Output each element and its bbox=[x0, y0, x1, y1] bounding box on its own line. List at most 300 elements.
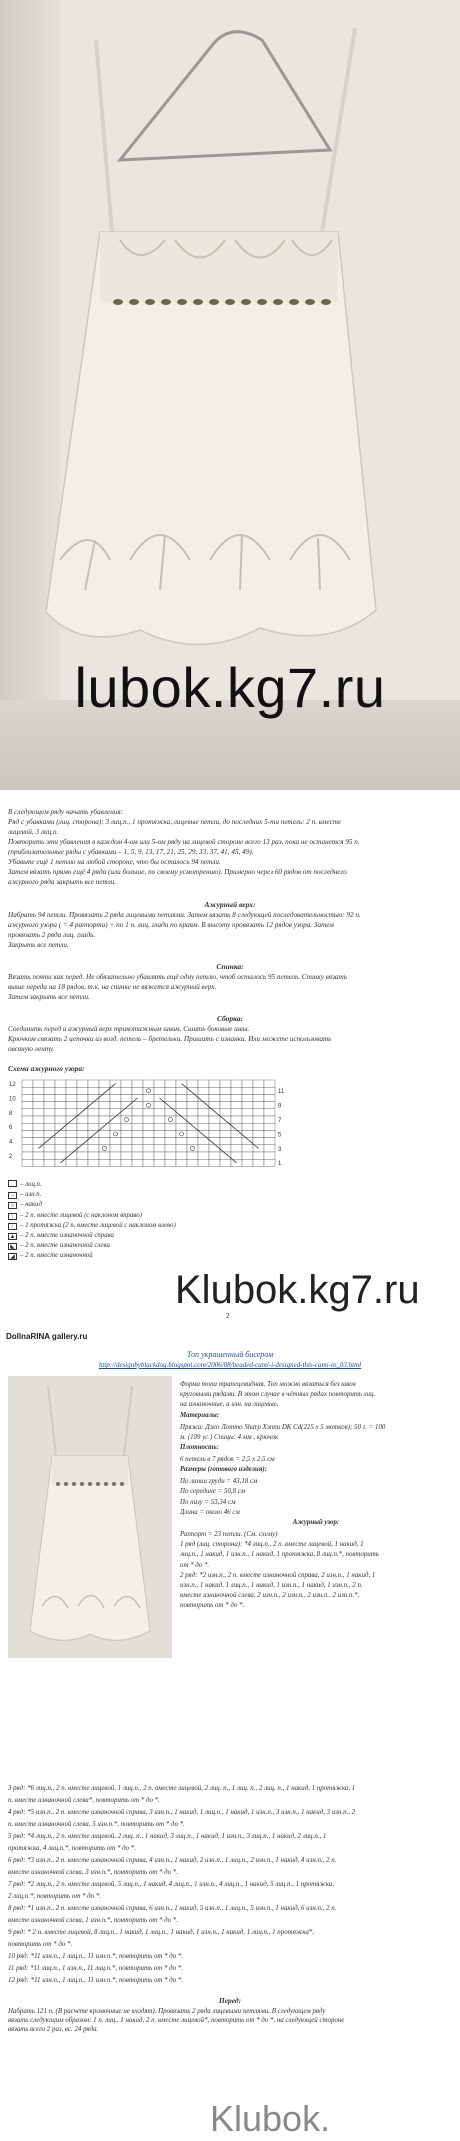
chart-cell bbox=[22, 1102, 33, 1109]
pattern-row-line: повторить от * до *. bbox=[8, 1941, 73, 1948]
pattern-row-line: 3 ряд: *6 лиц.п., 2 п. вместе лицевой, 1 лиц.п., 2 п. вместе лицевой, 2 лиц. п., 1 лиц. п., 2 лиц. п., 1 накид, 1 протяжка, 1 bbox=[8, 1785, 356, 1792]
chart-cell bbox=[121, 1087, 132, 1094]
chart-cell bbox=[242, 1152, 253, 1159]
materials-line: Материалы: bbox=[180, 1411, 220, 1419]
chart-cell bbox=[220, 1087, 231, 1094]
assembly-line: Соединить перед и ажурный верх трикотажным швом. Сшить боковые швы. bbox=[8, 1025, 250, 1033]
legend-symbol: / bbox=[8, 1223, 17, 1230]
pattern-line: лицевой, 3 лиц.п. bbox=[8, 828, 59, 836]
materials-line: вместе изнаночной слева, 2 изн.п., 2 изн.п., 2 изн.п., 2 изн.п.*, bbox=[180, 1592, 360, 1600]
chart-cell bbox=[44, 1094, 55, 1101]
back-line: Вязать почти как перед. Не обязательно убавлять ещё одну петлю, чтоб осталось 95 петель. Спинку вязать bbox=[8, 973, 347, 981]
chart-cell bbox=[110, 1094, 121, 1101]
chart-cell bbox=[22, 1152, 33, 1159]
chart-cell bbox=[77, 1087, 88, 1094]
watermark-mid: Klubok.kg7.ru bbox=[175, 1268, 420, 1312]
yoke-line: ажурного узора ( = 4 раппорта) + по 1 п. лиц. глади по краям. В высоту провязать 12 рядов узора. Затем bbox=[8, 921, 334, 929]
chart-cell bbox=[176, 1159, 187, 1166]
chart-cell bbox=[165, 1109, 176, 1116]
chart-cell bbox=[77, 1094, 88, 1101]
yoke-line: Набрать 94 петли. Провязать 2 ряда лицевыми петлями. Затем вязать 8 следующей последовательностью: 92 п. bbox=[8, 911, 361, 919]
chart-cell bbox=[187, 1138, 198, 1145]
chart-cell bbox=[220, 1130, 231, 1137]
pattern-row-line: вместе изнаночной слева, 3 изн.п.*, повторить от * до *. bbox=[8, 1869, 178, 1876]
chart-cell bbox=[143, 1145, 154, 1152]
chart-cell bbox=[99, 1080, 110, 1087]
chart-cell bbox=[253, 1152, 264, 1159]
chart-cell bbox=[253, 1080, 264, 1087]
pattern-row-line: 2 лиц.п.*, повторить от * до *. bbox=[8, 1893, 102, 1900]
chart-cell bbox=[242, 1123, 253, 1130]
materials-line: 1 ряд (лиц. сторона): *4 лиц.п., 2 п. вместе лицевой, 1 накид, 1 bbox=[180, 1541, 364, 1549]
chart-cell bbox=[264, 1130, 275, 1137]
chart-cell bbox=[165, 1094, 176, 1101]
chart-cell bbox=[209, 1080, 220, 1087]
chart-cell bbox=[88, 1094, 99, 1101]
chart-cell bbox=[264, 1102, 275, 1109]
chart-cell bbox=[231, 1145, 242, 1152]
pattern-line: Повторить эти убавления в каждом 4-ом или 5-ом ряду на лицевой стороне всего 13 раз, пока не останется 95 п. bbox=[8, 838, 360, 846]
front-line: вязать всего 2 раз, вс. 24 ряда. bbox=[8, 2026, 99, 2033]
legend-item bbox=[8, 1200, 176, 1210]
chart-cell bbox=[187, 1130, 198, 1137]
pattern-row-line: 12 ряд: *11 изн.п., 1 лиц.п., 11 изн.п.*, повторить от * до *. bbox=[8, 1977, 184, 1984]
chart-cell bbox=[143, 1152, 154, 1159]
chart-cell bbox=[88, 1152, 99, 1159]
chart-cell bbox=[209, 1087, 220, 1094]
chart-cell bbox=[99, 1138, 110, 1145]
chart-cell bbox=[143, 1109, 154, 1116]
chart-cell bbox=[198, 1159, 209, 1166]
chart-cell bbox=[264, 1109, 275, 1116]
chart-cell bbox=[264, 1080, 275, 1087]
materials-line: м. (109 ус.) Спицы: 4 мм , крючок bbox=[180, 1433, 279, 1441]
chart-cell bbox=[242, 1080, 253, 1087]
chart-cell bbox=[22, 1138, 33, 1145]
chart-cell bbox=[220, 1138, 231, 1145]
chart-row-label-right: 11 bbox=[278, 1089, 285, 1096]
chart-cell bbox=[143, 1116, 154, 1123]
front-heading: Перед: bbox=[218, 1996, 242, 2005]
chart-cell bbox=[220, 1080, 231, 1087]
chart-cell bbox=[132, 1123, 143, 1130]
chart-cell bbox=[66, 1102, 77, 1109]
chart-cell bbox=[44, 1080, 55, 1087]
chart-cell bbox=[264, 1094, 275, 1101]
chart-cell bbox=[44, 1109, 55, 1116]
legend-symbol bbox=[8, 1180, 17, 1187]
legend-symbol: ◣ bbox=[8, 1243, 17, 1250]
chart-cell bbox=[253, 1094, 264, 1101]
chart-cell bbox=[22, 1087, 33, 1094]
chart-cell bbox=[264, 1116, 275, 1123]
chart-cell bbox=[242, 1094, 253, 1101]
chart-cell bbox=[264, 1159, 275, 1166]
legend-text: – 2 п. вместе лицевой (с наклоном вправо) bbox=[20, 1211, 142, 1219]
chart-cell bbox=[165, 1087, 176, 1094]
chart-cell bbox=[110, 1087, 121, 1094]
chart-cell bbox=[176, 1152, 187, 1159]
chart-cell bbox=[176, 1080, 187, 1087]
chart-row-label-left: 2 bbox=[9, 1154, 13, 1160]
chart-cell bbox=[220, 1094, 231, 1101]
chart-cell bbox=[198, 1123, 209, 1130]
legend-symbol: \ bbox=[8, 1213, 17, 1220]
pattern-row-line: 9 ряд: * 2 п. вместе лицевой, 8 лиц.п., 1 накид, 1 лиц.п., 1 накид, 1 изн.п., 1 накид, 1 лиц.п., 1 протяжка*, bbox=[8, 1929, 314, 1936]
chart-cell bbox=[231, 1102, 242, 1109]
chart-cell bbox=[110, 1138, 121, 1145]
chart-cell bbox=[132, 1152, 143, 1159]
chart-cell bbox=[253, 1087, 264, 1094]
materials-line: Ажурный узор: bbox=[292, 1519, 340, 1526]
chart-cell bbox=[88, 1116, 99, 1123]
chart-cell bbox=[143, 1123, 154, 1130]
chart-cell bbox=[33, 1159, 44, 1166]
chart-cell bbox=[55, 1109, 66, 1116]
chart-cell bbox=[88, 1123, 99, 1130]
chart-cell bbox=[154, 1102, 165, 1109]
materials-line: По линии груди = 43,18 см bbox=[180, 1478, 258, 1486]
chart-cell bbox=[220, 1159, 231, 1166]
chart-cell bbox=[77, 1080, 88, 1087]
chart-cell bbox=[132, 1109, 143, 1116]
knitted-top-thumb bbox=[8, 1376, 172, 1658]
gallery-link[interactable]: http://designbyblackdog.blogspot.com/2006/08/beaded-cami-i-designed-this-cami-to_03.html bbox=[98, 1361, 362, 1369]
chart-cell bbox=[110, 1080, 121, 1087]
top-photo bbox=[0, 0, 460, 790]
chart-cell bbox=[242, 1130, 253, 1137]
legend-text: – лиц.п. bbox=[20, 1181, 42, 1188]
chart-cell bbox=[165, 1130, 176, 1137]
chart-cell bbox=[220, 1145, 231, 1152]
chart-title: Схема ажурного узора: bbox=[8, 1064, 85, 1073]
chart-cell bbox=[231, 1152, 242, 1159]
legend-text: – 1 протяжка (2 п. вместе лицевой с наклоном влево) bbox=[20, 1221, 176, 1229]
chart-cell bbox=[253, 1145, 264, 1152]
chart-cell bbox=[77, 1152, 88, 1159]
pattern-line: (приблизительные ряды с убавками – 1, 5, 9, 13, 17, 21, 25, 29, 33, 37, 41, 45, 49). bbox=[8, 848, 254, 856]
chart-cell bbox=[143, 1080, 154, 1087]
chart-cell bbox=[22, 1080, 33, 1087]
chart-cell bbox=[110, 1145, 121, 1152]
chart-cell bbox=[143, 1130, 154, 1137]
chart-cell bbox=[99, 1152, 110, 1159]
pattern-row-line: протяжка, 4 лиц.п.*, повторить от * до *. bbox=[8, 1845, 136, 1852]
second-photo bbox=[8, 1376, 172, 1658]
chart-cell bbox=[121, 1123, 132, 1130]
chart-cell bbox=[66, 1080, 77, 1087]
chart-cell bbox=[143, 1138, 154, 1145]
chart-cell bbox=[110, 1102, 121, 1109]
chart-cell bbox=[55, 1102, 66, 1109]
materials-line: По низу = 53,34 см bbox=[180, 1498, 236, 1506]
chart-cell bbox=[121, 1152, 132, 1159]
chart-cell bbox=[33, 1130, 44, 1137]
chart-cell bbox=[121, 1159, 132, 1166]
chart-cell bbox=[88, 1159, 99, 1166]
pattern-row-line: вместе изнаночной слева, 1 изн.п.*, повторить от * до *. bbox=[8, 1917, 178, 1924]
chart-cell bbox=[132, 1087, 143, 1094]
chart-cell bbox=[55, 1116, 66, 1123]
chart-cell bbox=[209, 1130, 220, 1137]
chart-cell bbox=[231, 1116, 242, 1123]
chart-cell bbox=[22, 1145, 33, 1152]
chart-row-label-left: 12 bbox=[9, 1082, 16, 1088]
legend-symbol: ◢ bbox=[8, 1253, 17, 1260]
chart-cell bbox=[209, 1159, 220, 1166]
chart-cell bbox=[198, 1094, 209, 1101]
chart-cell bbox=[44, 1123, 55, 1130]
front-line: Набрать 121 п. (В расчете кромочные не входят). Провязать 2 ряда лицевыми петлями. В следующем ряду bbox=[8, 2008, 326, 2015]
chart-cell bbox=[154, 1087, 165, 1094]
legend-text: – 2 п. вместе изнаночной bbox=[20, 1252, 93, 1260]
legend-item bbox=[8, 1221, 176, 1231]
chart-cell bbox=[33, 1138, 44, 1145]
legend-item bbox=[8, 1180, 176, 1190]
chart-cell bbox=[198, 1152, 209, 1159]
materials-line: 6 петель в 7 рядов = 2,5 x 2,5 см bbox=[180, 1456, 275, 1463]
chart-cell bbox=[242, 1145, 253, 1152]
chart-cell bbox=[88, 1145, 99, 1152]
chart-cell bbox=[132, 1159, 143, 1166]
chart-row-label-left: 8 bbox=[9, 1110, 13, 1117]
chart-cell bbox=[253, 1138, 264, 1145]
pattern-line: Ряд с убавками (лиц. сторона): 3 лиц.п., 1 протяжка, лицевые петли, до последних 5-ти петель: 2 п. вместе bbox=[8, 818, 342, 826]
legend-item bbox=[8, 1211, 176, 1221]
chart-cell bbox=[264, 1152, 275, 1159]
chart-cell bbox=[264, 1123, 275, 1130]
chart-cell bbox=[154, 1123, 165, 1130]
pattern-row-line: 7 ряд: *2 лиц.п., 2 п. вместе лицевой, 5 лиц.п., 1 накид, 4 лиц.п., 1 изн.п., 4 лиц.п., 1 накид, 5 лиц.п., 1 протяжка, bbox=[8, 1881, 334, 1888]
chart-row-label-right: 9 bbox=[278, 1103, 282, 1110]
legend-symbol: ▲ bbox=[9, 1234, 16, 1241]
back-line: выше переда на 18 рядов, т.к. на спинке не вяжется ажурный верх. bbox=[8, 983, 217, 991]
chart-cell bbox=[121, 1138, 132, 1145]
chart-cell bbox=[220, 1109, 231, 1116]
chart-cell bbox=[242, 1087, 253, 1094]
chart-cell bbox=[132, 1130, 143, 1137]
chart-cell bbox=[77, 1145, 88, 1152]
yoke-heading: Ажурный верх: bbox=[204, 900, 256, 909]
legend-text: – накид bbox=[20, 1201, 42, 1209]
lace-chart bbox=[8, 1076, 308, 1172]
pattern-line: Убавьте ещё 1 петлю на любой стороне, что бы осталось 94 петли. bbox=[8, 858, 221, 866]
chart-cell bbox=[198, 1087, 209, 1094]
chart-cell bbox=[110, 1152, 121, 1159]
chart-cell bbox=[77, 1123, 88, 1130]
chart-cell bbox=[33, 1094, 44, 1101]
pattern-row-line: 6 ряд: *3 изн.п., 2 п. вместе изнаночной справа, 4 изн.п., 1 накид, 2 изн.п., 1 лиц.п., 2 изн.п., 1 накид, 4 изн.п., 2 п. bbox=[8, 1857, 337, 1864]
chart-cell bbox=[154, 1130, 165, 1137]
chart-cell bbox=[55, 1138, 66, 1145]
chart-cell bbox=[187, 1145, 198, 1152]
chart-row-label-right: 1 bbox=[278, 1161, 282, 1168]
chart-cell bbox=[187, 1152, 198, 1159]
chart-cell bbox=[22, 1094, 33, 1101]
chart-cell bbox=[154, 1080, 165, 1087]
chart-cell bbox=[88, 1109, 99, 1116]
assembly-heading: Сборка: bbox=[216, 1014, 244, 1023]
chart-cell bbox=[99, 1094, 110, 1101]
materials-line: Раппорт = 23 петли. (См. схему) bbox=[180, 1531, 278, 1538]
legend-item bbox=[8, 1241, 176, 1251]
chart-cell bbox=[33, 1116, 44, 1123]
legend-text: – 2 п. вместе изнаночной справа bbox=[20, 1232, 114, 1240]
chart-cell bbox=[143, 1102, 154, 1109]
materials-line: от * до *. bbox=[180, 1561, 210, 1569]
chart-cell bbox=[143, 1087, 154, 1094]
chart-cell bbox=[253, 1130, 264, 1137]
legend-item bbox=[8, 1231, 176, 1241]
legend-text: – 2 п. вместе изнаночной слева bbox=[20, 1242, 110, 1250]
legend-text: – изн.п. bbox=[20, 1191, 42, 1199]
chart-cell bbox=[264, 1145, 275, 1152]
chart-cell bbox=[264, 1087, 275, 1094]
chart-cell bbox=[33, 1102, 44, 1109]
chart-cell bbox=[176, 1123, 187, 1130]
chart-cell bbox=[165, 1138, 176, 1145]
chart-cell bbox=[132, 1145, 143, 1152]
chart-cell bbox=[66, 1159, 77, 1166]
chart-cell bbox=[253, 1159, 264, 1166]
legend-item bbox=[8, 1190, 176, 1200]
materials-line: круговыми рядами. В этом случае в чётных рядах повторить лиц. bbox=[180, 1391, 376, 1399]
chart-cell bbox=[77, 1130, 88, 1137]
back-heading: Спинка: bbox=[216, 962, 244, 971]
chart-cell bbox=[44, 1116, 55, 1123]
chart-cell bbox=[176, 1094, 187, 1101]
chart-cell bbox=[198, 1109, 209, 1116]
chart-cell bbox=[209, 1145, 220, 1152]
chart-cell bbox=[110, 1130, 121, 1137]
chart-cell bbox=[66, 1130, 77, 1137]
chart-cell bbox=[44, 1130, 55, 1137]
chart-cell bbox=[66, 1087, 77, 1094]
chart-cell bbox=[154, 1152, 165, 1159]
chart-cell bbox=[132, 1102, 143, 1109]
chart-cell bbox=[176, 1102, 187, 1109]
materials-line: Плотность: bbox=[180, 1444, 219, 1451]
chart-cell bbox=[55, 1130, 66, 1137]
legend-symbol: ○ bbox=[8, 1202, 17, 1209]
chart-cell bbox=[264, 1138, 275, 1145]
chart-cell bbox=[121, 1116, 132, 1123]
chart-cell bbox=[44, 1145, 55, 1152]
chart-cell bbox=[165, 1080, 176, 1087]
knitted-top-illustration bbox=[0, 0, 460, 700]
chart-cell bbox=[165, 1116, 176, 1123]
chart-cell bbox=[209, 1116, 220, 1123]
chart-cell bbox=[187, 1094, 198, 1101]
yoke-line: Закрыть все петли. bbox=[8, 941, 69, 949]
chart-cell bbox=[231, 1087, 242, 1094]
chart-cell bbox=[176, 1130, 187, 1137]
chart-cell bbox=[209, 1152, 220, 1159]
chart-cell bbox=[154, 1159, 165, 1166]
chart-cell bbox=[110, 1159, 121, 1166]
chart-cell bbox=[55, 1152, 66, 1159]
chart-cell bbox=[242, 1109, 253, 1116]
chart-cell bbox=[143, 1094, 154, 1101]
chart-row-label-right: 5 bbox=[278, 1132, 282, 1139]
chart-cell bbox=[33, 1123, 44, 1130]
gallery-label: DollnaRINA gallery.ru bbox=[6, 1332, 88, 1341]
chart-cell bbox=[220, 1102, 231, 1109]
chart-cell bbox=[22, 1109, 33, 1116]
chart-cell bbox=[55, 1087, 66, 1094]
chart-cell bbox=[242, 1159, 253, 1166]
chart-cell bbox=[66, 1109, 77, 1116]
back-line: Затем закрыть все петли. bbox=[8, 993, 90, 1001]
materials-line: Длина = около 46 см bbox=[180, 1508, 240, 1516]
chart-cell bbox=[187, 1109, 198, 1116]
chart-cell bbox=[66, 1138, 77, 1145]
watermark-bottom: Klubok. bbox=[210, 2098, 331, 2139]
chart-cell bbox=[165, 1159, 176, 1166]
chart-cell bbox=[176, 1138, 187, 1145]
chart-cell bbox=[132, 1116, 143, 1123]
chart-cell bbox=[99, 1109, 110, 1116]
assembly-line: Крючком связать 2 цепочки из возд. петель – бретельки. Пришить с изнанки. Или можете использовать bbox=[8, 1035, 332, 1043]
chart-cell bbox=[55, 1145, 66, 1152]
chart-cell bbox=[187, 1080, 198, 1087]
pattern-row-line: 11 ряд: *11 лиц.п., 1 изн.п., 11 лиц.п.*, повторить от * до *. bbox=[8, 1965, 183, 1972]
chart-cell bbox=[231, 1130, 242, 1137]
chart-cell bbox=[154, 1116, 165, 1123]
chart-cell bbox=[242, 1116, 253, 1123]
chart-row-label-left: 10 bbox=[9, 1096, 16, 1103]
chart-cell bbox=[242, 1102, 253, 1109]
materials-line: лиц.п., 1 накид, 1 изн.п., 1 накид, 1 протяжка, 8 лиц.п.*, повторить bbox=[180, 1551, 379, 1559]
chart-cell bbox=[110, 1123, 121, 1130]
chart-cell bbox=[88, 1087, 99, 1094]
chart-cell bbox=[231, 1080, 242, 1087]
chart-cell bbox=[99, 1130, 110, 1137]
chart-cell bbox=[209, 1123, 220, 1130]
assembly-line: овсяную ленту. bbox=[8, 1045, 55, 1053]
chart-cell bbox=[33, 1087, 44, 1094]
chart-cell bbox=[165, 1123, 176, 1130]
chart-cell bbox=[22, 1130, 33, 1137]
chart-legend bbox=[8, 1180, 176, 1262]
legend-item bbox=[8, 1251, 176, 1261]
chart-cell bbox=[253, 1102, 264, 1109]
chart-cell bbox=[66, 1145, 77, 1152]
pattern-row-line: 5 ряд: *4 лиц.п., 2 п. вместе лицевой, 2 лиц. п., 1 накид, 3 лиц.п., 1 накид, 1 изн.п., 3 лиц.п., 1 накид, 2 лиц.п., 1 bbox=[8, 1833, 327, 1840]
chart-cell bbox=[187, 1159, 198, 1166]
chart-cell bbox=[198, 1116, 209, 1123]
chart-cell bbox=[231, 1138, 242, 1145]
chart-cell bbox=[44, 1152, 55, 1159]
pattern-row-line: п. вместе изнаночной слева*, повторить от * до *. bbox=[8, 1797, 160, 1804]
chart-cell bbox=[154, 1109, 165, 1116]
chart-cell bbox=[198, 1145, 209, 1152]
pattern-line: ажурного ряда закрыть все петли. bbox=[8, 878, 117, 886]
chart-cell bbox=[253, 1109, 264, 1116]
chart-cell bbox=[22, 1123, 33, 1130]
chart-cell bbox=[77, 1159, 88, 1166]
materials-line: Размеры (готового изделия): bbox=[180, 1466, 268, 1474]
chart-cell bbox=[176, 1109, 187, 1116]
chart-row-label-left: 4 bbox=[9, 1139, 13, 1146]
chart-cell bbox=[99, 1159, 110, 1166]
chart-cell bbox=[121, 1094, 132, 1101]
chart-cell bbox=[22, 1116, 33, 1123]
chart-cell bbox=[253, 1116, 264, 1123]
chart-cell bbox=[187, 1102, 198, 1109]
chart-row-label-right: 7 bbox=[278, 1118, 282, 1124]
materials-line: Форма топа трапецевидная. Топ можно вязаться без швов bbox=[180, 1381, 356, 1388]
